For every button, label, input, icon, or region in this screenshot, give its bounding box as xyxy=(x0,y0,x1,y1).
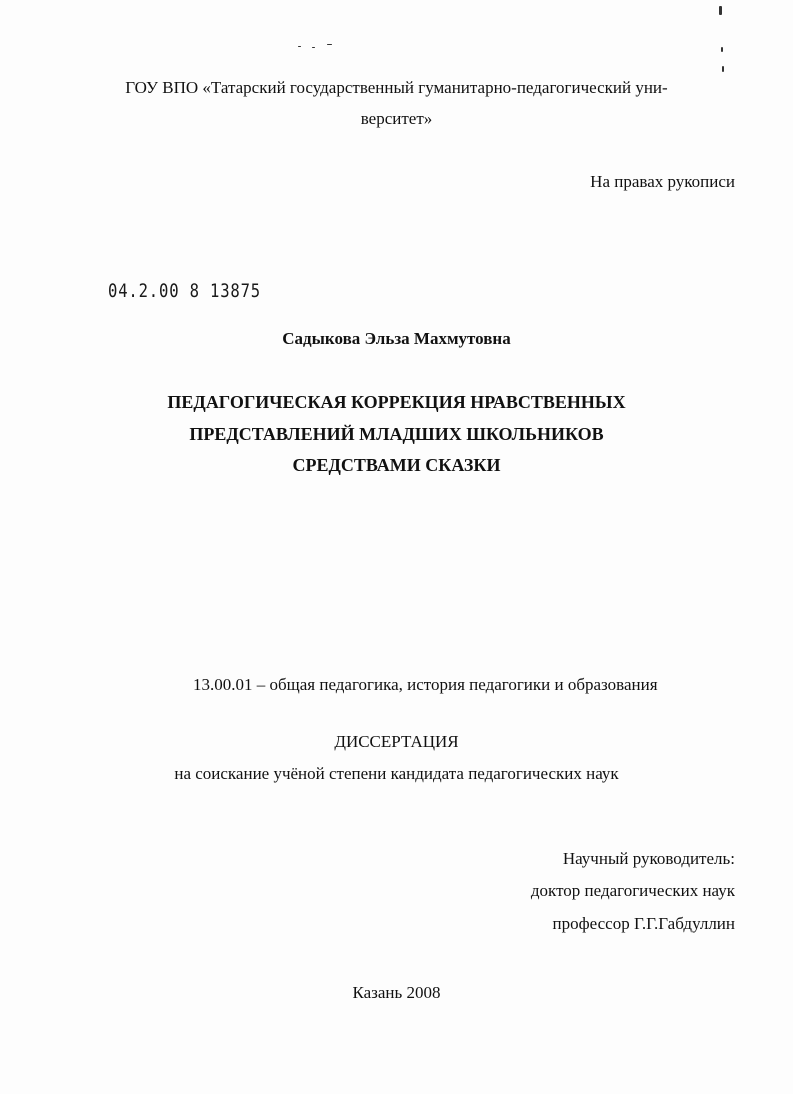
supervisor-label: Научный руководитель: xyxy=(562,849,735,868)
degree-line: на соискание учёной степени кандидата педагогических наук xyxy=(174,764,619,783)
specialty: 13.00.01 – общая педагогика, история педагогики и образования xyxy=(193,675,658,694)
scan-speck xyxy=(719,6,722,15)
scan-speck xyxy=(327,44,332,45)
manuscript-note: На правах рукописи xyxy=(590,172,735,191)
title-line-2: ПРЕДСТАВЛЕНИЙ МЛАДШИХ ШКОЛЬНИКОВ xyxy=(189,424,604,444)
scan-speck xyxy=(721,47,723,52)
registration-number: 04.2.00 8 13875 xyxy=(108,280,262,302)
place-year: Казань 2008 xyxy=(352,983,441,1002)
supervisor-degree: доктор педагогических наук xyxy=(530,881,735,900)
supervisor-name: профессор Г.Г.Габдуллин xyxy=(552,914,735,933)
title-line-1: ПЕДАГОГИЧЕСКАЯ КОРРЕКЦИЯ НРАВСТВЕННЫХ xyxy=(167,392,626,412)
author-name: Садыкова Эльза Махмутовна xyxy=(282,329,511,348)
institution-line-1: ГОУ ВПО «Татарский государственный гуманитарно-педагогический уни- xyxy=(125,78,668,97)
institution-line-2: верситет» xyxy=(360,109,433,128)
scan-speck xyxy=(298,46,301,47)
title-line-3: СРЕДСТВАМИ СКАЗКИ xyxy=(292,455,501,475)
scan-speck xyxy=(722,66,724,72)
document-type: ДИССЕРТАЦИЯ xyxy=(334,732,459,751)
scan-speck xyxy=(312,47,315,48)
